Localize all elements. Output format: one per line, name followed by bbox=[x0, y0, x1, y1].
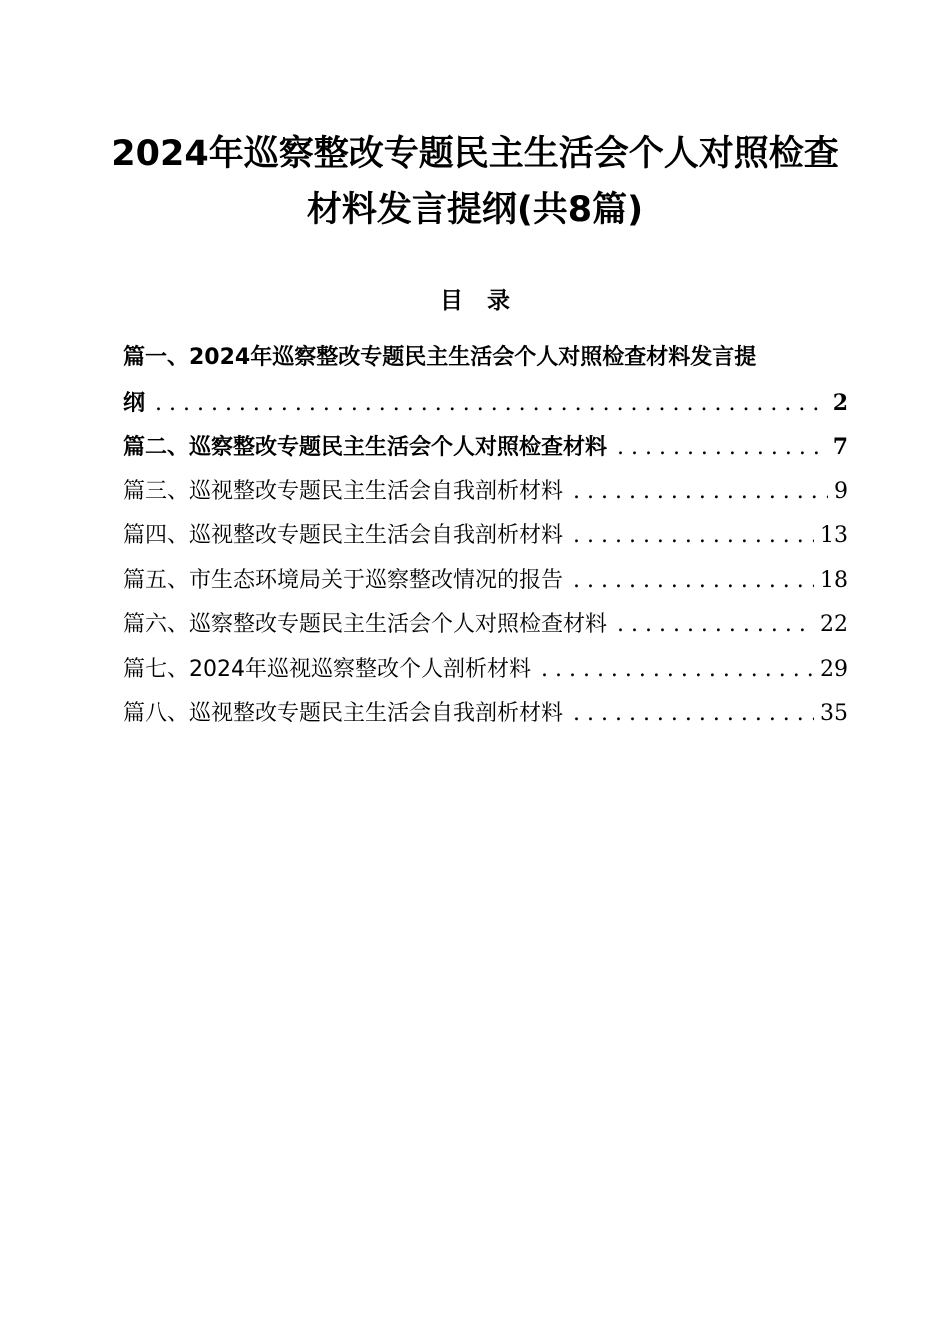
toc-entry-6-page: 22 bbox=[820, 612, 848, 637]
toc-entry-7-text: 篇七、2024年巡视巡察整改个人剖析材料 bbox=[123, 656, 531, 682]
toc-entry-3-page: 9 bbox=[834, 478, 848, 504]
toc-leader-dots bbox=[541, 648, 814, 693]
toc-entry-1[interactable] bbox=[123, 336, 848, 425]
toc-entry-2-page: 7 bbox=[832, 434, 848, 460]
table-of-contents bbox=[123, 336, 848, 737]
toc-entry-8[interactable] bbox=[123, 692, 848, 737]
toc-entry-1-text-line-2: 纲 bbox=[123, 390, 146, 416]
toc-leader-dots bbox=[573, 470, 828, 515]
toc-leader-dots bbox=[617, 603, 814, 648]
toc-entry-1-page: 2 bbox=[832, 389, 848, 416]
toc-entry-5[interactable] bbox=[123, 559, 848, 604]
toc-entry-4-text: 篇四、巡视整改专题民主生活会自我剖析材料 bbox=[123, 523, 564, 548]
toc-entry-5-page: 18 bbox=[820, 567, 848, 593]
toc-entry-6-text: 篇六、巡察整改专题民主生活会个人对照检查材料 bbox=[123, 612, 608, 637]
toc-leader-dots bbox=[617, 426, 827, 471]
toc-entry-1-text-line-1: 篇一、2024年巡察整改专题民主生活会个人对照检查材料发言提 bbox=[123, 345, 757, 370]
toc-entry-3-text: 篇三、巡视整改专题民主生活会自我剖析材料 bbox=[123, 478, 564, 504]
toc-entry-8-page: 35 bbox=[820, 701, 848, 726]
toc-entry-6[interactable] bbox=[123, 603, 848, 648]
toc-leader-dots bbox=[573, 692, 814, 737]
document-title-line-1: 2024年巡察整改专题民主生活会个人对照检查 bbox=[111, 134, 839, 174]
toc-leader-dots bbox=[573, 559, 814, 604]
toc-entry-4-page: 13 bbox=[820, 523, 848, 548]
toc-entry-7[interactable] bbox=[123, 648, 848, 693]
toc-entry-8-text: 篇八、巡视整改专题民主生活会自我剖析材料 bbox=[123, 701, 564, 726]
toc-entry-2-text: 篇二、巡察整改专题民主生活会个人对照检查材料 bbox=[123, 435, 608, 460]
toc-leader-dots bbox=[573, 514, 814, 559]
document-title-line-2: 材料发言提纲(共8篇) bbox=[306, 190, 644, 230]
toc-entry-3[interactable] bbox=[123, 470, 848, 515]
toc-entry-4[interactable] bbox=[123, 514, 848, 559]
toc-entry-5-text: 篇五、市生态环境局关于巡察整改情况的报告 bbox=[123, 567, 564, 593]
toc-heading: 目录 bbox=[440, 288, 534, 314]
toc-entry-7-page: 29 bbox=[820, 656, 848, 682]
toc-leader-dots bbox=[155, 382, 827, 427]
toc-entry-2[interactable] bbox=[123, 425, 848, 470]
